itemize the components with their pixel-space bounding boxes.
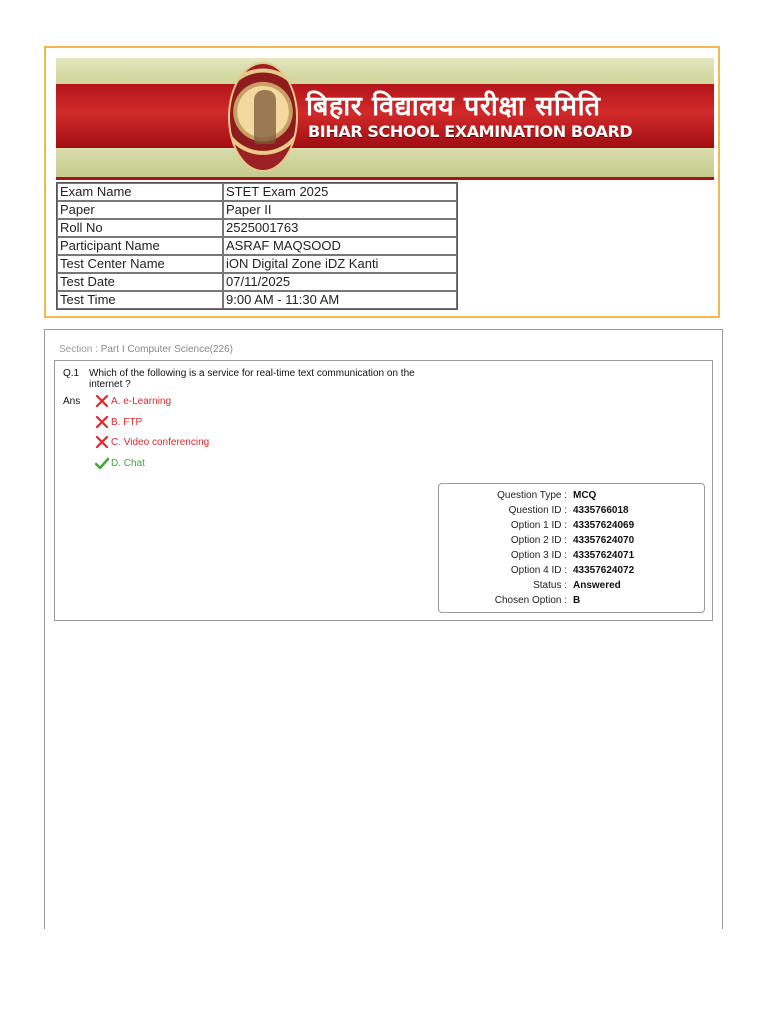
option-text: A. e-Learning — [111, 395, 172, 407]
board-title-hindi: बिहार विद्यालय परीक्षा समिति — [306, 91, 601, 122]
info-label: Test Date — [57, 273, 223, 291]
meta-label: Option 3 ID : — [510, 550, 567, 561]
cross-icon — [95, 436, 109, 448]
board-title-english: BIHAR SCHOOL EXAMINATION BOARD — [308, 122, 633, 141]
option-d — [95, 457, 145, 469]
info-value: iON Digital Zone iDZ Kanti — [223, 255, 457, 273]
table-row — [57, 183, 457, 201]
meta-label: Chosen Option : — [494, 595, 567, 606]
question-text: Which of the following is a service for real-time text communication on the internet ? — [89, 368, 415, 390]
option-text: D. Chat — [111, 457, 145, 469]
meta-row — [439, 565, 704, 580]
info-label: Roll No — [57, 219, 223, 237]
cross-icon — [95, 416, 109, 428]
info-value: ASRAF MAQSOOD — [223, 237, 457, 255]
meta-row — [439, 580, 704, 595]
exam-info-table — [56, 182, 458, 310]
meta-label: Status : — [533, 580, 567, 591]
question-box — [54, 360, 713, 621]
meta-value: 43357624070 — [573, 535, 635, 546]
info-label: Paper — [57, 201, 223, 219]
section-label: Section : — [59, 344, 98, 355]
meta-label: Question ID : — [508, 505, 567, 516]
meta-row — [439, 490, 704, 505]
check-icon — [95, 457, 109, 469]
meta-row — [439, 535, 704, 550]
meta-label: Option 1 ID : — [510, 520, 567, 531]
info-label: Exam Name — [57, 183, 223, 201]
board-seal-logo — [228, 62, 298, 172]
meta-row — [439, 505, 704, 520]
info-value: 07/11/2025 — [223, 273, 457, 291]
meta-value: 4335766018 — [573, 505, 629, 516]
question-panel — [44, 329, 723, 929]
banner-bottom-stripe — [56, 148, 714, 180]
meta-value: 43357624069 — [573, 520, 635, 531]
table-row — [57, 219, 457, 237]
meta-row — [439, 520, 704, 535]
meta-row — [439, 550, 704, 565]
info-value: 9:00 AM - 11:30 AM — [223, 291, 457, 309]
section-heading — [59, 344, 233, 355]
info-value: 2525001763 — [223, 219, 457, 237]
meta-value: Answered — [573, 580, 621, 591]
info-label: Test Time — [57, 291, 223, 309]
answer-label: Ans — [63, 396, 81, 407]
info-label: Participant Name — [57, 237, 223, 255]
question-meta-box — [438, 483, 705, 613]
seal-figure — [254, 90, 276, 144]
banner-top-stripe — [56, 58, 714, 84]
meta-label: Option 4 ID : — [510, 565, 567, 576]
option-c — [95, 436, 209, 448]
board-banner — [56, 58, 714, 180]
option-text: B. FTP — [111, 416, 143, 428]
meta-value: B — [573, 595, 581, 606]
meta-value: 43357624071 — [573, 550, 635, 561]
option-text: C. Video conferencing — [111, 436, 210, 448]
table-row — [57, 291, 457, 309]
banner-bottom-line — [56, 177, 714, 180]
table-row — [57, 255, 457, 273]
section-name: Part I Computer Science(226) — [100, 344, 233, 355]
table-row — [57, 201, 457, 219]
meta-value: MCQ — [573, 490, 597, 501]
meta-row — [439, 595, 704, 610]
table-row — [57, 273, 457, 291]
question-number: Q.1 — [63, 368, 80, 379]
meta-value: 43357624072 — [573, 565, 635, 576]
exam-header-card — [44, 46, 720, 318]
cross-icon — [95, 395, 109, 407]
option-b — [95, 416, 142, 428]
info-label: Test Center Name — [57, 255, 223, 273]
info-value: Paper II — [223, 201, 457, 219]
meta-label: Option 2 ID : — [510, 535, 567, 546]
info-value: STET Exam 2025 — [223, 183, 457, 201]
meta-label: Question Type : — [497, 490, 567, 501]
table-row — [57, 237, 457, 255]
option-a — [95, 395, 171, 407]
